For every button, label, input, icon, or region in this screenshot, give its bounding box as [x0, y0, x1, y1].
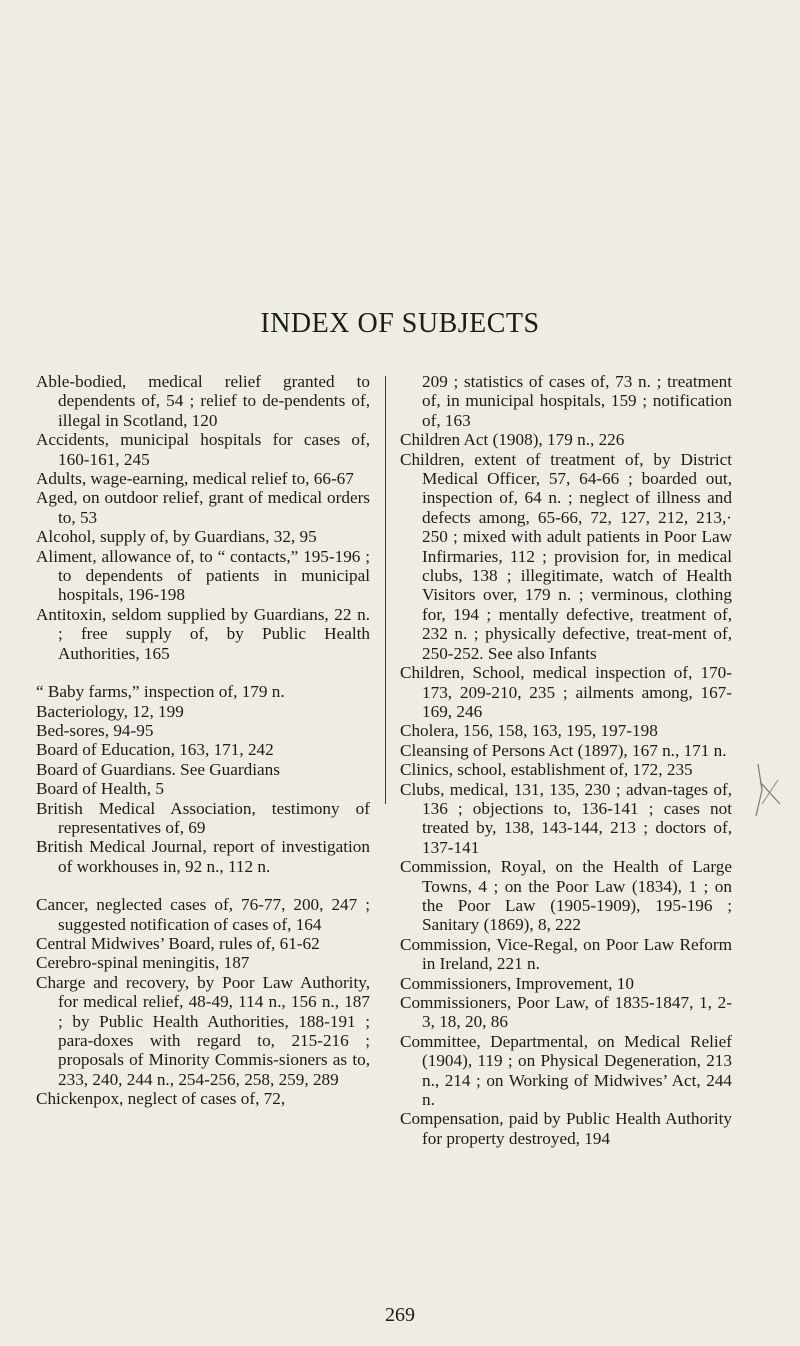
index-entry: Bed-sores, 94-95 — [36, 720, 154, 740]
index-entry: Board of Health, 5 — [36, 779, 164, 799]
index-entry: Children, School, medical inspection of, 170-173, 209-210, 235 ; ailments among, 167-169, 246 — [400, 663, 732, 721]
page-title: INDEX OF SUBJECTS — [260, 308, 540, 339]
index-entry: Commission, Vice-Regal, on Poor Law Reform in Ireland, 221 n. — [400, 934, 732, 974]
index-column-right — [400, 372, 732, 1148]
index-entry: Aliment, allowance of, to “ contacts,” 195-196 ; to dependents of patients in municipal hospitals, 196-198 — [36, 546, 370, 605]
pencil-margin-mark — [752, 760, 786, 820]
index-entry-continued: 209 ; statistics of cases of, 73 n. ; treatment of, in municipal hospitals, 159 ; notification of, 163 — [422, 372, 732, 430]
index-entry: Chickenpox, neglect of cases of, 72, — [36, 1089, 286, 1109]
index-entry: Accidents, municipal hospitals for cases of, 160-161, 245 — [36, 430, 370, 469]
index-entry: Commissioners, Poor Law, of 1835-1847, 1, 2-3, 18, 20, 86 — [400, 993, 732, 1032]
index-entry: Compensation, paid by Public Health Authority for property destroyed, 194 — [400, 1109, 732, 1148]
index-entry: Board of Education, 163, 171, 242 — [36, 740, 274, 760]
index-entry: Central Midwives’ Board, rules of, 61-62 — [36, 933, 320, 953]
index-entry: British Medical Journal, report of investigation of workhouses in, 92 n., 112 n. — [36, 837, 370, 876]
index-entry: Children, extent of treatment of, by District Medical Officer, 57, 64-66 ; boarded out, inspection of, 64 n. ; neglect of illness and defects among, 65-66, 72, 127, 212, 213,· 250 ; mixed with adult patients in Poor Law Infirmaries, 112 ; provision for, in medical clubs, 138 ; illegitimate, watch of Health Visitors over, 179 n. ; verminous, clothing for, 194 ; mentally defective, treatment of, 232 n. ; physically defective, treat-ment of, 250-252. See also Infants — [400, 449, 732, 663]
index-entry: “ Baby farms,” inspection of, 179 n. — [36, 682, 285, 702]
index-entry: Antitoxin, seldom supplied by Guardians, 22 n. ; free supply of, by Public Health Authorities, 165 — [36, 604, 370, 663]
index-entry: Children Act (1908), 179 n., 226 — [400, 430, 625, 450]
column-divider — [385, 376, 386, 804]
index-entry: Cleansing of Persons Act (1897), 167 n., 171 n. — [400, 740, 727, 760]
index-entry: Clubs, medical, 131, 135, 230 ; advan-tages of, 136 ; objections to, 136-141 ; cases not treated by, 138, 143-144, 213 ; doctors of, 137-141 — [400, 779, 732, 857]
index-entry: Bacteriology, 12, 199 — [36, 701, 184, 721]
index-column-left — [36, 372, 370, 1109]
index-entry: Commission, Royal, on the Health of Large Towns, 4 ; on the Poor Law (1834), 1 ; on the Poor Law (1905-1909), 195-196 ; Sanitary (1869), 8, 222 — [400, 857, 732, 935]
index-entry: Cerebro-spinal meningitis, 187 — [36, 953, 250, 973]
index-entry: Adults, wage-earning, medical relief to, 66-67 — [36, 469, 354, 489]
index-entry: Board of Guardians. See Guardians — [36, 759, 280, 779]
index-entry: Cancer, neglected cases of, 76-77, 200, 247 ; suggested notification of cases of, 164 — [36, 895, 370, 934]
index-entry: Able-bodied, medical relief granted to dependents of, 54 ; relief to de-pendents of, illegal in Scotland, 120 — [36, 372, 370, 430]
index-entry: Committee, Departmental, on Medical Relief (1904), 119 ; on Physical Degeneration, 213 n., 214 ; on Working of Midwives’ Act, 244 n. — [400, 1031, 732, 1110]
index-entry: Clinics, school, establishment of, 172, 235 — [400, 760, 693, 780]
index-entry: British Medical Association, testimony of representatives of, 69 — [36, 798, 370, 837]
index-entry: Charge and recovery, by Poor Law Authority, for medical relief, 48-49, 114 n., 156 n., 187 ; by Public Health Authorities, 188-191 ; para-doxes with regard to, 215-216 ; proposals of Minority Commis-sioners as to, 233, 240, 244 n., 254-256, 258, 259, 289 — [36, 972, 370, 1089]
index-entry: Cholera, 156, 158, 163, 195, 197-198 — [400, 721, 658, 741]
page-number: 269 — [385, 1304, 415, 1326]
index-entry: Commissioners, Improvement, 10 — [400, 973, 634, 993]
index-entry: Aged, on outdoor relief, grant of medical orders to, 53 — [36, 488, 370, 527]
index-entry: Alcohol, supply of, by Guardians, 32, 95 — [36, 527, 317, 547]
